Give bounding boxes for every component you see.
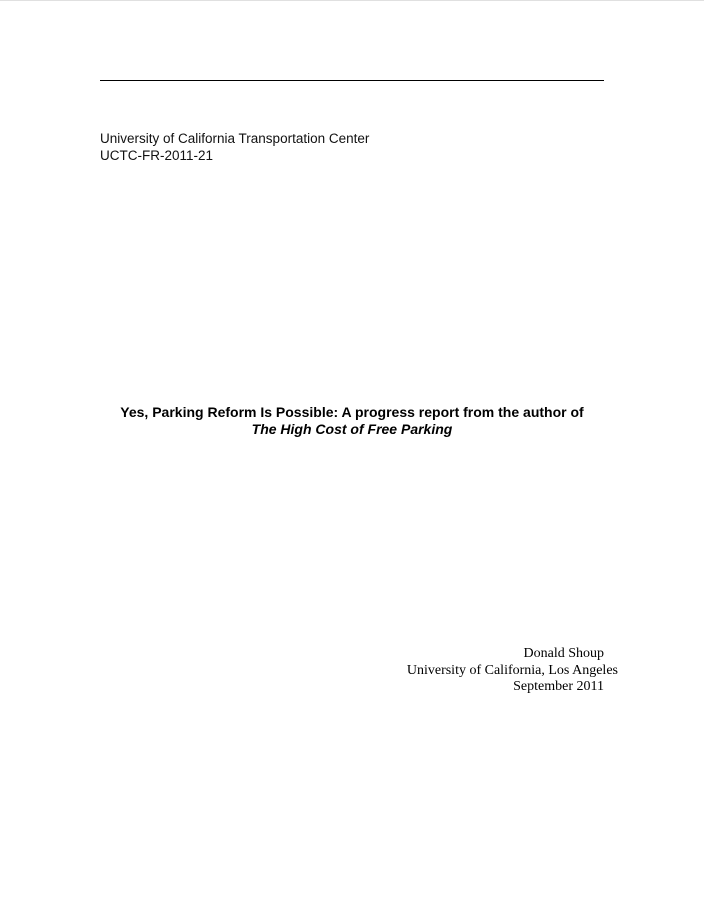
report-number: UCTC-FR-2011-21 (100, 148, 214, 163)
report-title (0, 404, 704, 438)
institution-name: University of California Transportation Center (100, 131, 370, 146)
page-top-edge (0, 0, 704, 1)
report-date: September 2011 (513, 679, 604, 694)
institution-block (100, 130, 369, 164)
header-rule (100, 80, 604, 81)
title-line-1: Yes, Parking Reform Is Possible: A progress report from the author of (120, 404, 584, 420)
author-name: Donald Shoup (523, 646, 604, 661)
author-block (407, 646, 618, 696)
title-line-2: The High Cost of Free Parking (251, 421, 453, 437)
author-affiliation: University of California, Los Angeles (406, 662, 618, 678)
